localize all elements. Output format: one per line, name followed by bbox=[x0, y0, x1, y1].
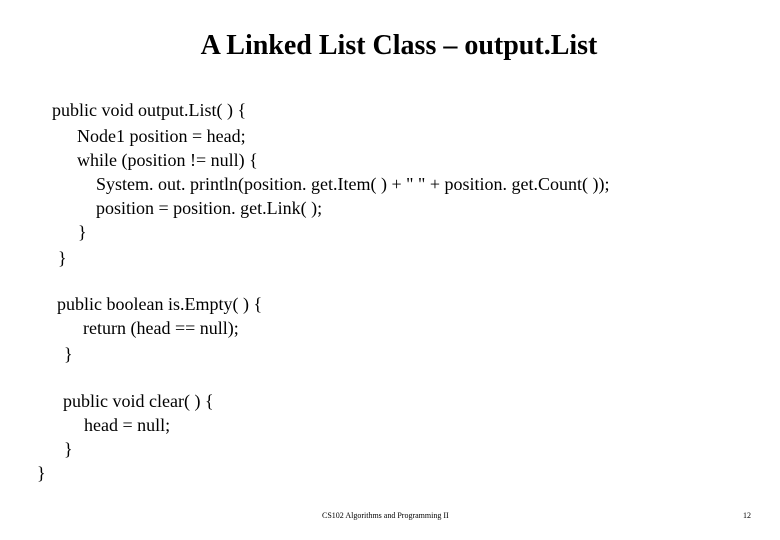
code-line: while (position != null) { bbox=[77, 150, 258, 170]
code-line: } bbox=[64, 439, 73, 459]
code-line: position = position. get.Link( ); bbox=[96, 198, 323, 218]
slide-footer: CS102 Algorithms and Programming II bbox=[322, 511, 449, 520]
code-line: Node1 position = head; bbox=[77, 126, 246, 146]
slide-title: A Linked List Class – output.List bbox=[200, 30, 598, 61]
page-number: 12 bbox=[743, 511, 751, 520]
code-line: return (head == null); bbox=[83, 318, 239, 338]
code-line: System. out. println(position. get.Item( ) + " " + position. get.Count( )); bbox=[96, 174, 610, 194]
code-line: public void clear( ) { bbox=[63, 391, 214, 411]
code-line: public void output.List( ) { bbox=[52, 100, 247, 120]
code-line: } bbox=[64, 344, 73, 364]
code-line: public boolean is.Empty( ) { bbox=[57, 294, 263, 314]
code-line: } bbox=[78, 222, 87, 242]
code-line: head = null; bbox=[84, 415, 171, 435]
code-line: } bbox=[37, 463, 46, 483]
code-line: } bbox=[58, 248, 67, 268]
